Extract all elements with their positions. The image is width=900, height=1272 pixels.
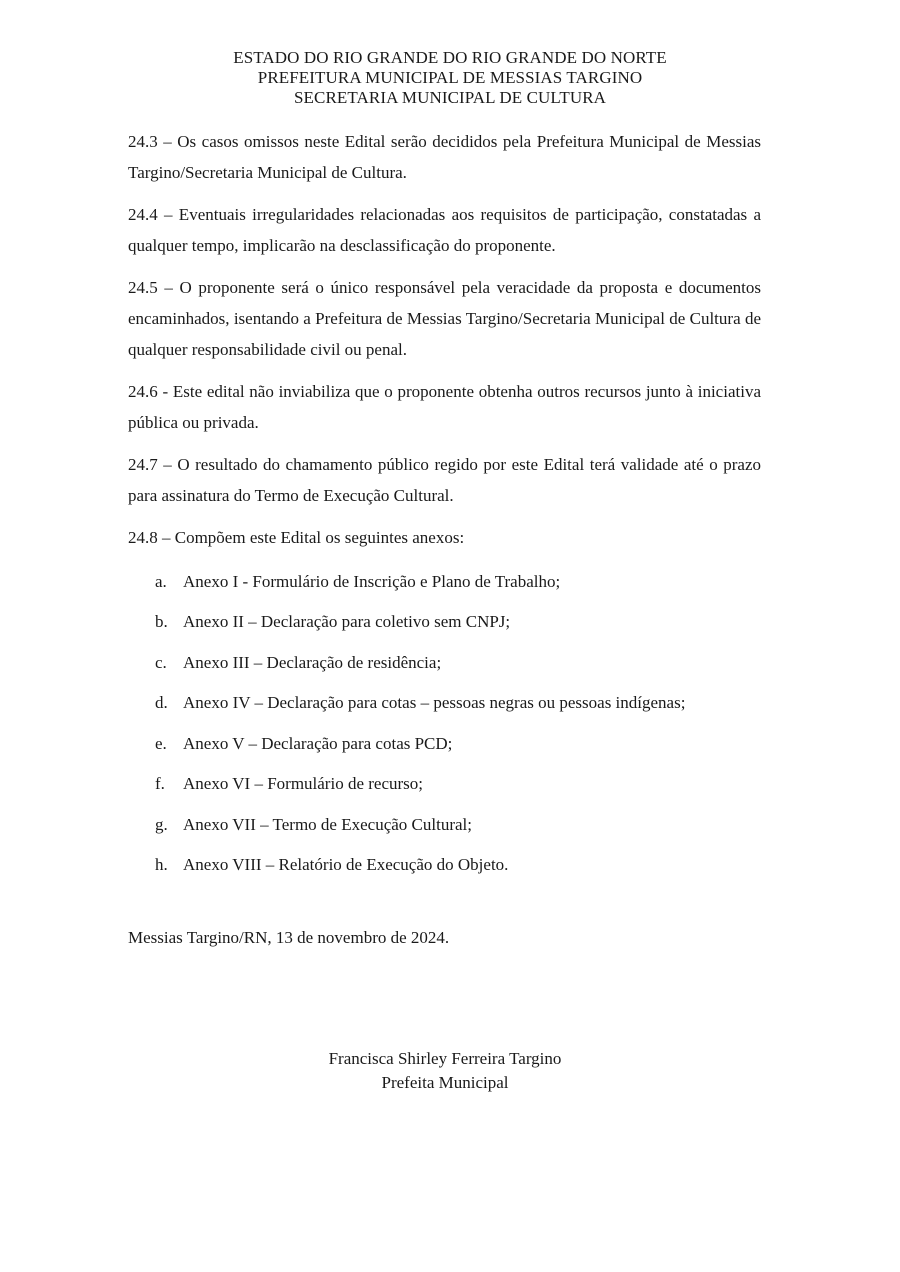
annex-marker: e. bbox=[155, 733, 167, 753]
annex-marker: f. bbox=[155, 774, 165, 794]
annex-text: Anexo II – Declaração para coletivo sem CNPJ; bbox=[183, 612, 511, 632]
annex-item bbox=[128, 723, 761, 764]
paragraph-24-6: 24.6 - Este edital não inviabiliza que o proponente obtenha outros recursos junto à iniciativa pública ou privada. bbox=[128, 382, 761, 432]
date-line: Messias Targino/RN, 13 de novembro de 2024. bbox=[128, 928, 450, 947]
annex-text: Anexo V – Declaração para cotas PCD; bbox=[183, 733, 453, 753]
annex-marker: d. bbox=[155, 693, 168, 713]
annex-marker: c. bbox=[155, 652, 167, 672]
annex-marker: g. bbox=[155, 814, 168, 834]
annex-text: Anexo VII – Termo de Execução Cultural; bbox=[183, 814, 472, 834]
annex-text: Anexo VI – Formulário de recurso; bbox=[183, 774, 423, 794]
signature-block bbox=[0, 1047, 890, 1095]
annex-item bbox=[128, 561, 761, 602]
annex-marker: h. bbox=[155, 855, 168, 875]
annex-marker: a. bbox=[155, 571, 167, 591]
paragraph-24-7: 24.7 – O resultado do chamamento público regido por este Edital terá validade até o prazo para assinatura do Termo de Execução Cultural. bbox=[128, 455, 761, 505]
annex-item bbox=[128, 845, 761, 886]
annex-text: Anexo III – Declaração de residência; bbox=[183, 652, 442, 672]
signatory-name: Francisca Shirley Ferreira Targino bbox=[328, 1049, 562, 1068]
annex-item bbox=[128, 602, 761, 643]
document-body bbox=[128, 126, 761, 885]
signatory-title: Prefeita Municipal bbox=[381, 1073, 509, 1092]
annex-marker: b. bbox=[155, 612, 168, 632]
annex-text: Anexo IV – Declaração para cotas – pessoas negras ou pessoas indígenas; bbox=[183, 693, 686, 713]
document-header bbox=[0, 48, 900, 108]
annex-text: Anexo VIII – Relatório de Execução do Objeto. bbox=[183, 855, 509, 875]
header-municipality-line: PREFEITURA MUNICIPAL DE MESSIAS TARGINO bbox=[257, 68, 643, 87]
paragraph-24-8: 24.8 – Compõem este Edital os seguintes anexos: bbox=[128, 528, 465, 547]
header-secretariat-line: SECRETARIA MUNICIPAL DE CULTURA bbox=[293, 88, 607, 107]
annex-text: Anexo I - Formulário de Inscrição e Plano de Trabalho; bbox=[183, 571, 561, 591]
annex-list bbox=[128, 561, 761, 885]
annex-item bbox=[128, 804, 761, 845]
paragraph-24-4: 24.4 – Eventuais irregularidades relacionadas aos requisitos de participação, constatadas a qualquer tempo, implicarão na desclassificação do proponente. bbox=[128, 205, 761, 255]
paragraph-24-5: 24.5 – O proponente será o único responsável pela veracidade da proposta e documentos encaminhados, isentando a Prefeitura de Messias Targino/Secretaria Municipal de Cultura de qualquer responsabilidade civil ou penal. bbox=[128, 278, 761, 359]
annex-item bbox=[128, 683, 761, 724]
header-state-line: ESTADO DO RIO GRANDE DO RIO GRANDE DO NORTE bbox=[233, 48, 667, 67]
annex-item bbox=[128, 764, 761, 805]
annex-item bbox=[128, 642, 761, 683]
paragraph-24-3: 24.3 – Os casos omissos neste Edital serão decididos pela Prefeitura Municipal de Messias Targino/Secretaria Municipal de Cultura. bbox=[128, 132, 761, 182]
